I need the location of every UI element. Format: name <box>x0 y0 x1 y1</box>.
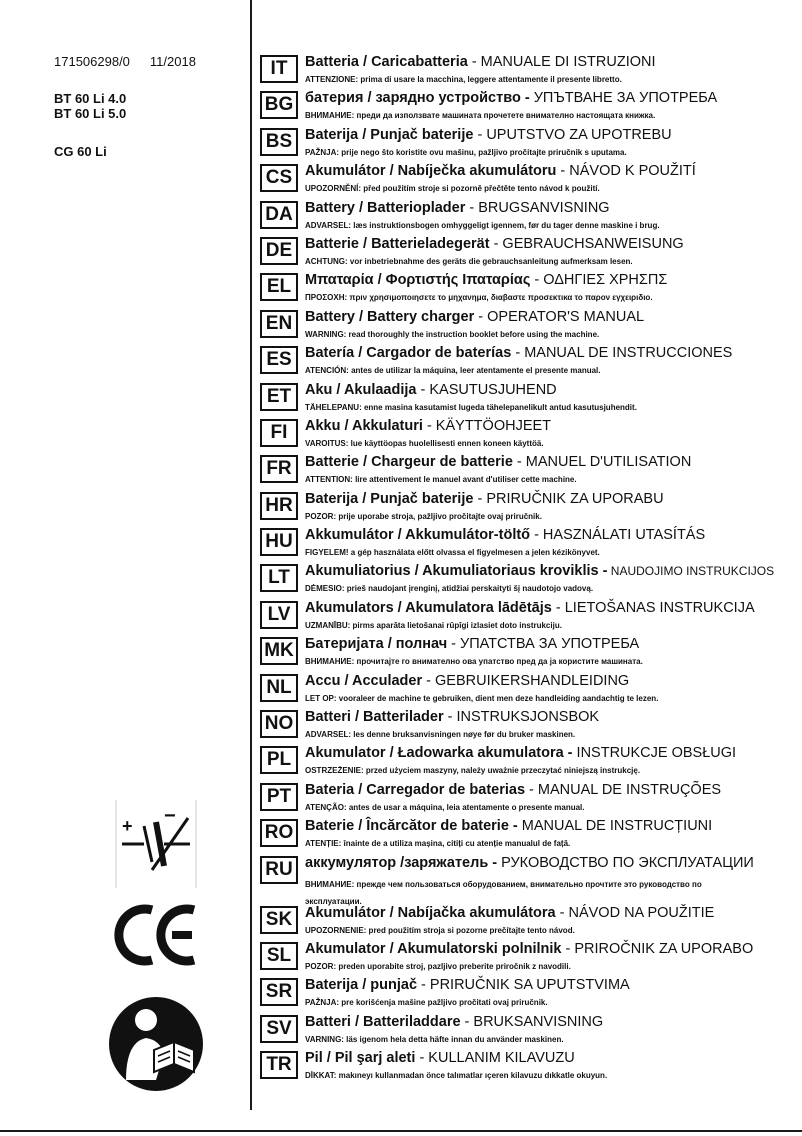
language-title: Bateria / Carregador de baterias - MANUAL DE INSTRUÇÕES <box>305 781 722 798</box>
language-code: SL <box>260 942 298 970</box>
ce-mark-icon <box>108 902 204 968</box>
language-entry-ru <box>260 855 800 905</box>
language-entry-sv <box>260 1014 800 1050</box>
language-code: CS <box>260 164 298 192</box>
language-code: FI <box>260 419 298 447</box>
language-warning: ADVARSEL: læs instruktionsbogen omhyggeligt igennem, før du tager denne maskine i brug. <box>305 220 660 230</box>
svg-text:−: − <box>164 805 176 827</box>
language-entry-cs <box>260 163 800 199</box>
language-warning: ADVARSEL: les denne bruksanvisningen nøye før du bruker maskinen. <box>305 730 576 740</box>
language-title: Baterija / punjač - PRIRUČNIK SA UPUTSTVIMA <box>305 977 630 994</box>
language-warning: POZOR: prije uporabe stroja, pažljivo pročitajte ovaj priručnik. <box>305 511 542 521</box>
language-code: BS <box>260 128 298 156</box>
language-warning: UPOZORNENIE: pred použitím stroja si pozorne prečítajte tento návod. <box>305 925 575 935</box>
language-title: Akumulator / Akumulatorski polnilnik - PRIROČNIK ZA UPORABO <box>305 940 754 957</box>
language-code: MK <box>260 637 298 665</box>
language-title: Baterija / Punjač baterije - PRIRUČNIK ZA UPORABU <box>305 490 664 507</box>
language-title: батерия / зарядно устройство - УПЪТВАНЕ ЗА УПОТРЕБА <box>305 90 718 107</box>
language-title: Батеријата / полнач - УПАТСТВА ЗА УПОТРЕБА <box>305 636 640 653</box>
language-entry-es <box>260 345 800 381</box>
language-code: EL <box>260 273 298 301</box>
language-entry-nl <box>260 673 800 709</box>
language-entry-bg <box>260 90 800 126</box>
language-entry-de <box>260 236 800 272</box>
language-entry-ro <box>260 818 800 854</box>
language-warning: DİKKAT: makıneyı kullanmadan önce talımatlar ıçeren kilavuzu dıkkatle okuyun. <box>305 1071 608 1081</box>
language-warning: ВНИМАНИЕ: прежде чем пользоваться оборудованием, внимательно прочтите это руководство по эксплуатации. <box>305 879 702 906</box>
language-entry-sl <box>260 941 800 977</box>
language-entry-fr <box>260 454 800 490</box>
language-warning: LET OP: vooraleer de machine te gebruiken, dient men deze handleiding aandachtig te lezen. <box>305 693 659 703</box>
language-code: LT <box>260 564 298 592</box>
language-entry-sr <box>260 977 800 1013</box>
language-warning: ВНИМАНИЕ: преди да използвате машината прочетете внимателно настоящата книжка. <box>305 111 656 121</box>
language-warning: OSTRZEŻENIE: przed użyciem maszyny, należy uważnie przeczytać niniejszą instrukcję. <box>305 766 641 776</box>
language-title: Batterie / Batterieladegerät - GEBRAUCHSANWEISUNG <box>305 235 684 252</box>
language-title: Baterija / Punjač baterije - UPUTSTVO ZA UPOTREBU <box>305 126 672 143</box>
language-entry-hu <box>260 527 800 563</box>
model-name: BT 60 Li 4.0 <box>54 91 127 106</box>
language-entry-en <box>260 309 800 345</box>
language-entry-mk <box>260 636 800 672</box>
language-title: Batteri / Batterilader - INSTRUKSJONSBOK <box>305 709 600 726</box>
doc-date: 11/2018 <box>149 54 196 69</box>
language-code: ET <box>260 383 298 411</box>
language-warning: ATTENZIONE: prima di usare la macchina, leggere attentamente il presente libretto. <box>305 75 622 84</box>
language-title: Batterie / Chargeur de batterie - MANUEL D'UTILISATION <box>305 454 692 471</box>
doc-number: 171506298/0 <box>54 54 130 69</box>
battery-symbol-icon <box>108 800 204 888</box>
language-title: Batteri / Batteriladdare - BRUKSANVISNING <box>305 1013 604 1030</box>
language-warning: TÄHELEPANU: enne masina kasutamist lugeda tähelepanelikult antud kasutusjuhendit. <box>305 402 637 412</box>
language-code: SV <box>260 1015 298 1043</box>
bottom-rule <box>0 1130 802 1132</box>
language-code: EN <box>260 310 298 338</box>
language-warning: ATENÇÃO: antes de usar a máquina, leia atentamente o presente manual. <box>305 802 585 812</box>
language-title: Akumulátor / Nabíjačka akumulátora - NÁVOD NA POUŽITIE <box>305 904 715 921</box>
language-entry-lv <box>260 600 800 636</box>
language-code: DA <box>260 201 298 229</box>
language-warning: ATENȚIE: înainte de a utiliza mașina, citiți cu atenție manualul de față. <box>305 839 571 849</box>
language-entry-pt <box>260 782 800 818</box>
language-entry-da <box>260 200 800 236</box>
language-code: SK <box>260 906 298 934</box>
language-warning: DĖMESIO: prieš naudojant įrenginį, atidžiai perskaityti šį naudotojo vadovą. <box>305 584 594 594</box>
language-warning: ВНИМАНИЕ: прочитајте го внимателно ова упатство пред да ја користите машината. <box>305 657 643 667</box>
language-entry-hr <box>260 491 800 527</box>
language-code: FR <box>260 455 298 483</box>
language-warning: PAŽNJA: pre korišćenja mašine pažljivo pročitati ovaj priručnik. <box>305 998 548 1008</box>
charger-model: CG 60 Li <box>54 144 107 159</box>
language-warning: ATTENTION: lire attentivement le manuel avant d'utiliser cette machine. <box>305 475 577 485</box>
document-header <box>54 54 244 159</box>
language-warning: FIGYELEM! a gép használata előtt olvassa el figyelmesen a jelen kézikönyvet. <box>305 548 600 558</box>
language-warning: ACHTUNG: vor inbetriebnahme des geräts die gebrauchsanleitung aufmerksam lesen. <box>305 256 633 266</box>
language-code: NO <box>260 710 298 738</box>
language-entry-et <box>260 382 800 418</box>
language-entry-lt <box>260 563 800 599</box>
language-entry-pl <box>260 745 800 781</box>
language-warning: ΠΡΟΣΟΧΗ: πριν χρησιμοποιησετε το μηχανημα, διαβαστε προσεκτικα το παρον εγχειριδιο. <box>305 293 653 303</box>
language-entry-el <box>260 272 800 308</box>
language-warning: VAROITUS: lue käyttöopas huolellisesti ennen koneen käyttöä. <box>305 438 544 448</box>
language-title: Akumuliatorius / Akumuliatoriaus kroviklis - NAUDOJIMO INSTRUKCIJOS <box>305 563 775 580</box>
language-title: Aku / Akulaadija - KASUTUSJUHEND <box>305 381 557 398</box>
language-title: Baterie / Încărcător de baterie - MANUAL DE INSTRUCȚIUNI <box>305 818 713 835</box>
language-title: Μπαταρία / Φορτιστής Ιπαταρίας - ΟΔΗΓΙΕΣ ΧΡΗΣΠΣ <box>305 272 668 289</box>
vertical-divider <box>250 0 252 1110</box>
model-name: BT 60 Li 5.0 <box>54 106 127 121</box>
language-code: TR <box>260 1051 298 1079</box>
language-title: Akkumulátor / Akkumulátor-töltő - HASZNÁLATI UTASÍTÁS <box>305 527 706 544</box>
language-title: Accu / Acculader - GEBRUIKERSHANDLEIDING <box>305 672 630 689</box>
language-entry-bs <box>260 127 800 163</box>
language-code: HU <box>260 528 298 556</box>
language-code: BG <box>260 91 298 119</box>
read-manual-icon <box>108 984 204 1104</box>
language-title: Batteria / Caricabatteria - MANUALE DI ISTRUZIONI <box>305 54 656 70</box>
language-warning: POZOR: preden uporabite stroj, pazljivo preberite priročnik z navodili. <box>305 961 571 971</box>
language-warning: UZMANĪBU: pirms aparāta lietošanai rūpīgi izlasiet doto instrukciju. <box>305 620 562 630</box>
language-title: Akku / Akkulaturi - KÄYTTÖOHJEET <box>305 417 552 434</box>
language-code: PL <box>260 746 298 774</box>
language-title: Batería / Cargador de baterías - MANUAL DE INSTRUCCIONES <box>305 345 733 362</box>
language-code: HR <box>260 492 298 520</box>
language-title: Akumulator / Ładowarka akumulatora - INSTRUKCJE OBSŁUGI <box>305 745 737 762</box>
language-title: Akumulátor / Nabíječka akumulátoru - NÁVOD K POUŽITÍ <box>305 163 696 180</box>
language-code: LV <box>260 601 298 629</box>
doc-number-line <box>54 54 244 69</box>
language-code: RO <box>260 819 298 847</box>
language-code: DE <box>260 237 298 265</box>
language-code: IT <box>260 55 298 83</box>
language-title: Pil / Pil şarj aleti - KULLANIM KILAVUZU <box>305 1050 575 1067</box>
language-warning: VARNING: läs igenom hela detta häfte innan du använder maskinen. <box>305 1034 564 1044</box>
language-code: SR <box>260 978 298 1006</box>
language-code: PT <box>260 783 298 811</box>
language-title: аккумулятор /заряжатель - РУКОВОДСТВО ПО ЭКСПЛУАТАЦИИ <box>305 854 754 871</box>
language-entry-it <box>260 54 800 90</box>
language-entry-tr <box>260 1050 800 1086</box>
language-title: Battery / Batterioplader - BRUGSANVISNING <box>305 199 610 216</box>
language-code: NL <box>260 674 298 702</box>
language-warning: WARNING: read thoroughly the instruction booklet before using the machine. <box>305 329 600 339</box>
language-title: Battery / Battery charger - OPERATOR'S MANUAL <box>305 308 645 325</box>
language-entry-no <box>260 709 800 745</box>
svg-text:+: + <box>122 816 133 836</box>
language-code: ES <box>260 346 298 374</box>
language-title: Akumulators / Akumulatora lādētājs - LIETOŠANAS INSTRUKCIJA <box>305 599 755 616</box>
language-list <box>260 54 800 1087</box>
language-warning: UPOZORNĚNÍ: před použitím stroje si pozorně přečtěte tento návod k použití. <box>305 184 600 194</box>
language-entry-fi <box>260 418 800 454</box>
language-entry-sk <box>260 905 800 941</box>
model-list <box>54 91 244 121</box>
language-code: RU <box>260 856 298 884</box>
language-warning: PAŽNJA: prije nego što koristite ovu mašinu, pažljivo pročitajte priručnik s uputama. <box>305 147 627 157</box>
language-warning: ATENCIÓN: antes de utilizar la máquina, leer atentamente el presente manual. <box>305 366 601 376</box>
